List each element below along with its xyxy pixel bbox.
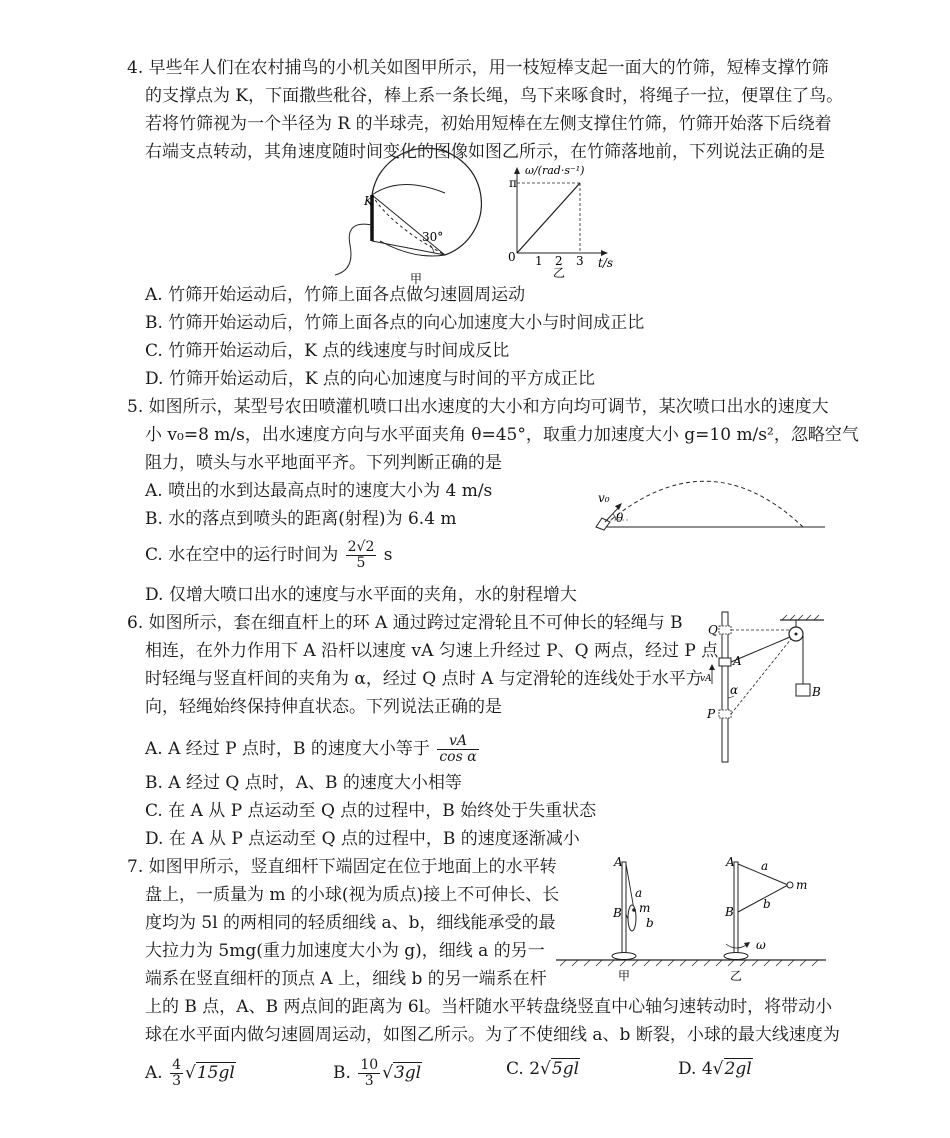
q7-jia-label-a-line: a xyxy=(635,886,643,900)
q4-chart-yi xyxy=(505,165,625,280)
q6-label-b: B xyxy=(812,685,821,699)
q7-yi-label-m: m xyxy=(796,878,808,892)
q7-option-a: A. $\frac{4}{3}$ √15gl xyxy=(145,1057,235,1089)
q7-jia-label-m: m xyxy=(639,901,651,915)
q7-yi-label-omega: ω xyxy=(756,938,766,952)
q5-line-3: 阻力，喷头与水平地面平齐。下列判断正确的是 xyxy=(145,453,502,473)
q7-option-d: D. 4√2gl xyxy=(678,1059,752,1079)
q5-option-b: B. 水的落点到喷头的距离(射程)为 6.4 m xyxy=(145,509,457,529)
q4-origin: 0 xyxy=(508,250,516,264)
q5-label-v0: v₀ xyxy=(598,491,610,505)
q6-figure-pulley xyxy=(700,612,830,762)
q4-caption-yi: 乙 xyxy=(553,266,566,280)
q6-line-1: 6. 如图所示，套在细直杆上的环 A 通过跨过定滑轮且不可伸长的轻绳与 B xyxy=(127,613,683,633)
q7-yi-label-a-point: A xyxy=(726,855,735,869)
q4-ytick-pi: π xyxy=(509,176,517,190)
q7-line-6: 上的 B 点，A、B 两点间的距离为 6l。当杆随水平转盘绕竖直中心轴匀速转动时，将带动小 xyxy=(145,997,833,1017)
q7-option-b: B. $\frac{10}{3}$ √3gl xyxy=(333,1057,422,1089)
q7-line-7: 球在水平面内做匀速圆周运动，如图乙所示。为了不使细线 a、b 断裂，小球的最大线速度为 xyxy=(145,1025,840,1045)
q4-xtick-1: 1 xyxy=(535,254,543,268)
q7-jia-label-a-point: A xyxy=(614,855,623,869)
q7-line-3: 度均为 5l 的两相同的轻质细线 a、b，细线能承受的最 xyxy=(145,913,556,933)
q7-line-4: 大拉力为 5mg(重力加速度大小为 g)，细线 a 的另一 xyxy=(145,941,545,961)
q5-line-1: 5. 如图所示，某型号农田喷灌机喷口出水速度的大小和方向均可调节，某次喷口出水的速度大 xyxy=(127,397,829,417)
q4-xtick-2: 2 xyxy=(555,254,563,268)
q6-label-a: A xyxy=(733,654,742,668)
q5-option-c-fraction: $\frac{2√2}{5}$ xyxy=(347,539,375,571)
q7-line-2: 盘上，一质量为 m 的小球(视为质点)接上不可伸长、长 xyxy=(145,885,560,905)
q7-jia-label-b-line: b xyxy=(646,916,654,930)
q6-label-p: P xyxy=(707,707,716,721)
q5-label-theta: θ xyxy=(616,511,624,525)
q4-ylabel: ω/(rad·s⁻¹) xyxy=(525,164,585,177)
q4-caption-jia: 甲 xyxy=(410,272,423,286)
q4-line-2: 的支撑点为 K，下面撒些秕谷，棒上系一条长绳，鸟下来啄食时，将绳子一拉，便罩住了鸟。 xyxy=(145,86,844,106)
q5-option-c: C. 水在空中的运行时间为 $\frac{2√2}{5}$ s xyxy=(145,539,393,571)
q6-option-b: B. A 经过 Q 点时，A、B 的速度大小相等 xyxy=(145,773,462,793)
q4-xtick-3: 3 xyxy=(576,254,584,268)
q7-line-1: 7. 如图甲所示，竖直细杆下端固定在位于地面上的水平转 xyxy=(127,857,557,877)
q7-caption-jia: 甲 xyxy=(618,969,631,983)
q7-option-c: C. 2√5gl xyxy=(506,1059,580,1079)
q6-label-alpha: α xyxy=(730,683,739,697)
q7-figure xyxy=(556,852,828,987)
q4-option-a: A. 竹筛开始运动后，竹筛上面各点做匀速圆周运动 xyxy=(145,285,526,305)
q5-figure-sprinkler xyxy=(588,472,828,542)
q4-option-d: D. 竹筛开始运动后，K 点的向心加速度与时间的平方成正比 xyxy=(145,369,595,389)
q6-option-c: C. 在 A 从 P 点运动至 Q 点的过程中，B 始终处于失重状态 xyxy=(145,801,597,821)
q4-label-k: K xyxy=(364,194,373,208)
q6-option-d: D. 在 A 从 P 点运动至 Q 点的过程中，B 的速度逐渐减小 xyxy=(145,829,580,849)
q6-line-4: 向，轻绳始终保持伸直状态。下列说法正确的是 xyxy=(145,697,502,717)
q5-option-d: D. 仅增大喷口出水的速度与水平面的夹角，水的射程增大 xyxy=(145,585,577,605)
q6-label-q: Q xyxy=(708,623,718,637)
q7-yi-label-b-point: B xyxy=(725,905,734,919)
q4-line-4: 右端支点转动，其角速度随时间变化的图像如图乙所示，在竹筛落地前，下列说法正确的是 xyxy=(145,142,825,162)
q4-option-c: C. 竹筛开始运动后，K 点的线速度与时间成反比 xyxy=(145,341,510,361)
q7-yi-label-a-line: a xyxy=(761,859,769,873)
q7-line-5: 端系在竖直细杆的顶点 A 上，细线 b 的另一端系在杆 xyxy=(145,969,547,989)
q5-option-a: A. 喷出的水到达最高点时的速度大小为 4 m/s xyxy=(145,481,493,501)
q6-line-2: 相连，在外力作用下 A 沿杆以速度 vA 匀速上升经过 P、Q 两点，经过 P 点 xyxy=(145,641,719,661)
q6-option-a-fraction: $\frac{vA}{\text{cos α}}$ xyxy=(439,733,477,765)
chart-series-line xyxy=(517,183,580,253)
q4-figure-jia xyxy=(330,165,500,285)
q7-caption-yi: 乙 xyxy=(730,969,743,983)
q4-option-b: B. 竹筛开始运动后，竹筛上面各点的向心加速度大小与时间成正比 xyxy=(145,313,645,333)
q6-option-a: A. A 经过 P 点时，B 的速度大小等于 $\frac{vA}{\text{cos α}}$ xyxy=(145,733,477,765)
q7-jia-label-b-point: B xyxy=(613,906,622,920)
q4-line-1: 4. 早些年人们在农村捕鸟的小机关如图甲所示，用一枝短棒支起一面大的竹筛，短棒支撑竹筛 xyxy=(127,58,829,78)
q7-yi-label-b-line: b xyxy=(763,897,771,911)
q6-line-3: 时轻绳与竖直杆间的夹角为 α，经过 Q 点时 A 与定滑轮的连线处于水平方 xyxy=(145,669,703,689)
q6-label-va: vA xyxy=(700,674,712,684)
q4-xlabel: t/s xyxy=(598,256,614,270)
q4-line-3: 若将竹筛视为一个半径为 R 的半球壳，初始用短棒在左侧支撑住竹筛，竹筛开始落下后绕着 xyxy=(145,114,832,134)
q5-line-2: 小 v₀=8 m/s，出水速度方向与水平面夹角 θ=45°，取重力加速度大小 g=10 m/s²，忽略空气 xyxy=(145,425,859,445)
q4-label-angle: 30° xyxy=(422,230,444,244)
